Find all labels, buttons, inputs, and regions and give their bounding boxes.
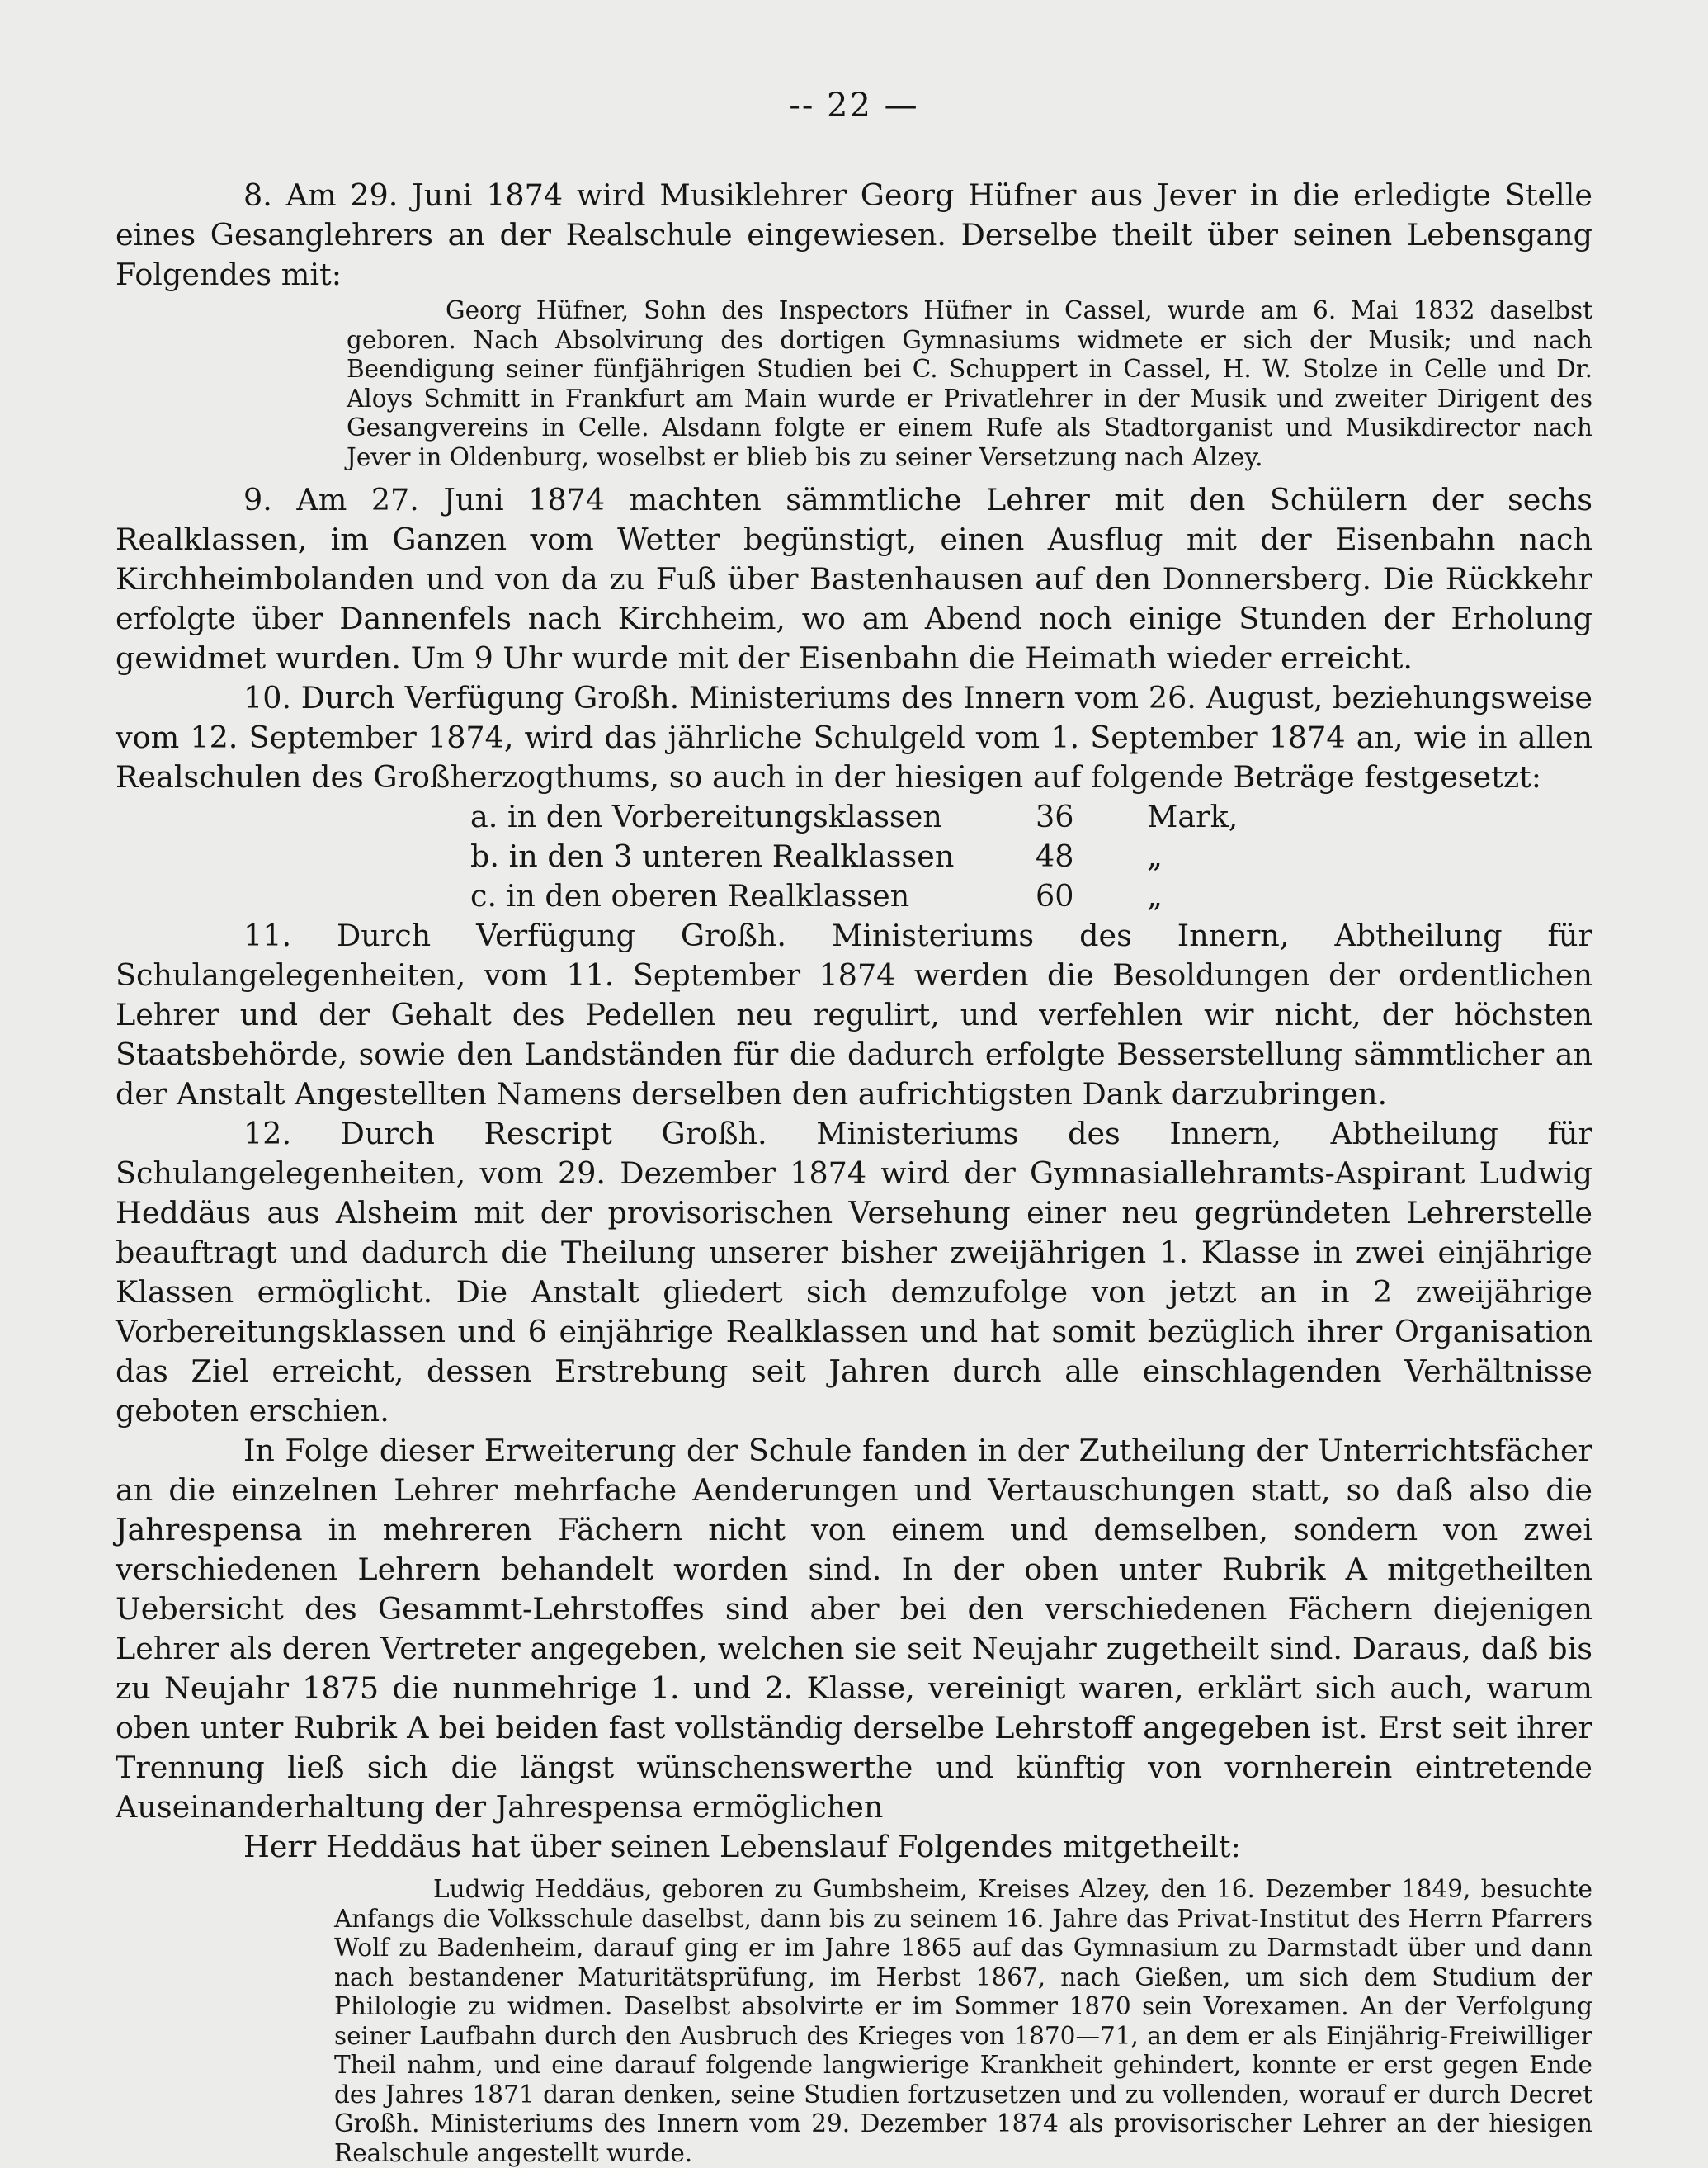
fee-unit: „ bbox=[1147, 878, 1163, 914]
paragraph-herr-heddaeus: Herr Heddäus hat über seinen Lebenslauf Folgendes mitgetheilt: bbox=[243, 1829, 1241, 1864]
fee-row-b bbox=[470, 837, 1592, 876]
fee-label: a. in den Vorbereitungsklassen bbox=[470, 799, 942, 834]
paragraph-heddaeus-quote: Ludwig Heddäus, geboren zu Gumbsheim, Kreises Alzey, den 16. Dezember 1849, besuchte Anfangs die Volksschule daselbst, dann bis zu seinem 16. Jahre das Privat-Institut des Herrn Pfarrers Wolf zu Badenheim, darauf ging er im Jahre 1865 auf das Gymnasium zu Darmstadt über und dann nach bestandener Maturitätsprüfung, im Herbst 1867, nach Gießen, um sich dem Studium der Philologie zu widmen. Daselbst absolvirte er im Sommer 1870 sein Vorexamen. An der Verfolgung seiner Laufbahn durch den Ausbruch des Krieges von 1870—71, an dem er als Einjährig-Freiwilliger Theil nahm, und eine darauf folgende langwierige Krankheit gehindert, konnte er erst gegen Ende des Jahres 1871 daran denken, seine Studien fortzusetzen und zu vollenden, worauf er durch Decret Großh. Ministeriums des Innern vom 29. Dezember 1874 als provisorischer Lehrer an der hiesigen Realschule angestellt wurde. bbox=[334, 1875, 1592, 2167]
paragraph-in-folge: In Folge dieser Erweiterung der Schule fanden in der Zutheilung der Unterrichtsfächer an die einzelnen Lehrer mehrfache Aenderungen und Vertauschungen statt, so daß also die Jahrespensa in mehreren Fächern nicht von einem und demselben, sondern von zwei verschiedenen Lehrern behandelt worden sind. In der oben unter Rubrik A mitgetheilten Uebersicht des Gesammt-Lehrstoffes sind aber bei den verschiedenen Fächern diejenigen Lehrer als deren Vertreter angegeben, welchen sie seit Neujahr zugetheilt sind. Daraus, daß bis zu Neujahr 1875 die nunmehrige 1. und 2. Klasse, vereinigt waren, erklärt sich auch, warum oben unter Rubrik A bei beiden fast vollständig derselbe Lehrstoff angegeben ist. Erst seit ihrer Trennung ließ sich die längst wünschenswerthe und künftig von vornherein eintretende Auseinanderhaltung der Jahrespensa ermöglichen bbox=[116, 1433, 1592, 1825]
fee-table bbox=[470, 797, 1592, 916]
page-number: -- 22 — bbox=[789, 87, 919, 125]
fee-unit: Mark, bbox=[1147, 799, 1239, 834]
fee-label: c. in den oberen Realklassen bbox=[470, 878, 910, 914]
paragraph-11: 11. Durch Verfügung Großh. Ministeriums des Innern, Abtheilung für Schulangelegenheiten, vom 11. September 1874 werden die Besoldungen der ordentlichen Lehrer und der Gehalt des Pedellen neu regulirt, und verfehlen wir nicht, der höchsten Staatsbehörde, sowie den Landständen für die dadurch erfolgte Besserstellung sämmtlicher an der Anstalt Angestellten Namens derselben den aufrichtigsten Dank darzubringen. bbox=[116, 918, 1592, 1112]
fee-label: b. in den 3 unteren Realklassen bbox=[470, 838, 955, 874]
fee-amount: 60 bbox=[1036, 878, 1074, 914]
fee-row-c bbox=[470, 876, 1592, 916]
paragraph-8: 8. Am 29. Juni 1874 wird Musiklehrer Georg Hüfner aus Jever in die erledigte Stelle eines Gesanglehrers an der Realschule eingewiesen. Derselbe theilt über seinen Lebensgang Folgendes mit: bbox=[116, 177, 1592, 292]
paragraph-8-quote: Georg Hüfner, Sohn des Inspectors Hüfner in Cassel, wurde am 6. Mai 1832 daselbst geboren. Nach Absolvirung des dortigen Gymnasiums widmete er sich der Musik; und nach Beendigung seiner fünfjährigen Studien bei C. Schuppert in Cassel, H. W. Stolze in Celle und Dr. Aloys Schmitt in Frankfurt am Main wurde er Privatlehrer in der Musik und zweiter Dirigent des Gesangvereins in Celle. Alsdann folgte er einem Rufe als Stadtorganist und Musikdirector nach Jever in Oldenburg, woselbst er blieb bis zu seiner Versetzung nach Alzey. bbox=[347, 296, 1592, 471]
fee-amount: 48 bbox=[1036, 838, 1074, 874]
fee-unit: „ bbox=[1147, 838, 1163, 874]
paragraph-9: 9. Am 27. Juni 1874 machten sämmtliche Lehrer mit den Schülern der sechs Realklassen, im Ganzen vom Wetter begünstigt, einen Ausflug mit der Eisenbahn nach Kirchheimbolanden und von da zu Fuß über Bastenhausen auf den Donnersberg. Die Rückkehr erfolgte über Dannenfels nach Kirchheim, wo am Abend noch einige Stunden der Erholung gewidmet wurden. Um 9 Uhr wurde mit der Eisenbahn die Heimath wieder erreicht. bbox=[116, 482, 1592, 676]
paragraph-12: 12. Durch Rescript Großh. Ministeriums des Innern, Abtheilung für Schulangelegenheiten, vom 29. Dezember 1874 wird der Gymnasiallehramts-Aspirant Ludwig Heddäus aus Alsheim mit der provisorischen Versehung einer neu gegründeten Lehrerstelle beauftragt und dadurch die Theilung unserer bisher zweijährigen 1. Klasse in zwei einjährige Klassen ermöglicht. Die Anstalt gliedert sich demzufolge von jetzt an in 2 zweijährige Vorbereitungsklassen und 6 einjährige Realklassen und hat somit bezüglich ihrer Organisation das Ziel erreicht, dessen Erstrebung seit Jahren durch alle einschlagenden Verhältnisse geboten erschien. bbox=[116, 1116, 1592, 1429]
fee-row-a bbox=[470, 797, 1592, 837]
fee-amount: 36 bbox=[1036, 799, 1074, 834]
paragraph-10: 10. Durch Verfügung Großh. Ministeriums des Innern vom 26. August, beziehungsweise vom 12. September 1874, wird das jährliche Schulgeld vom 1. September 1874 an, wie in allen Realschulen des Großherzogthums, so auch in der hiesigen auf folgende Beträge festgesetzt: bbox=[116, 680, 1592, 795]
